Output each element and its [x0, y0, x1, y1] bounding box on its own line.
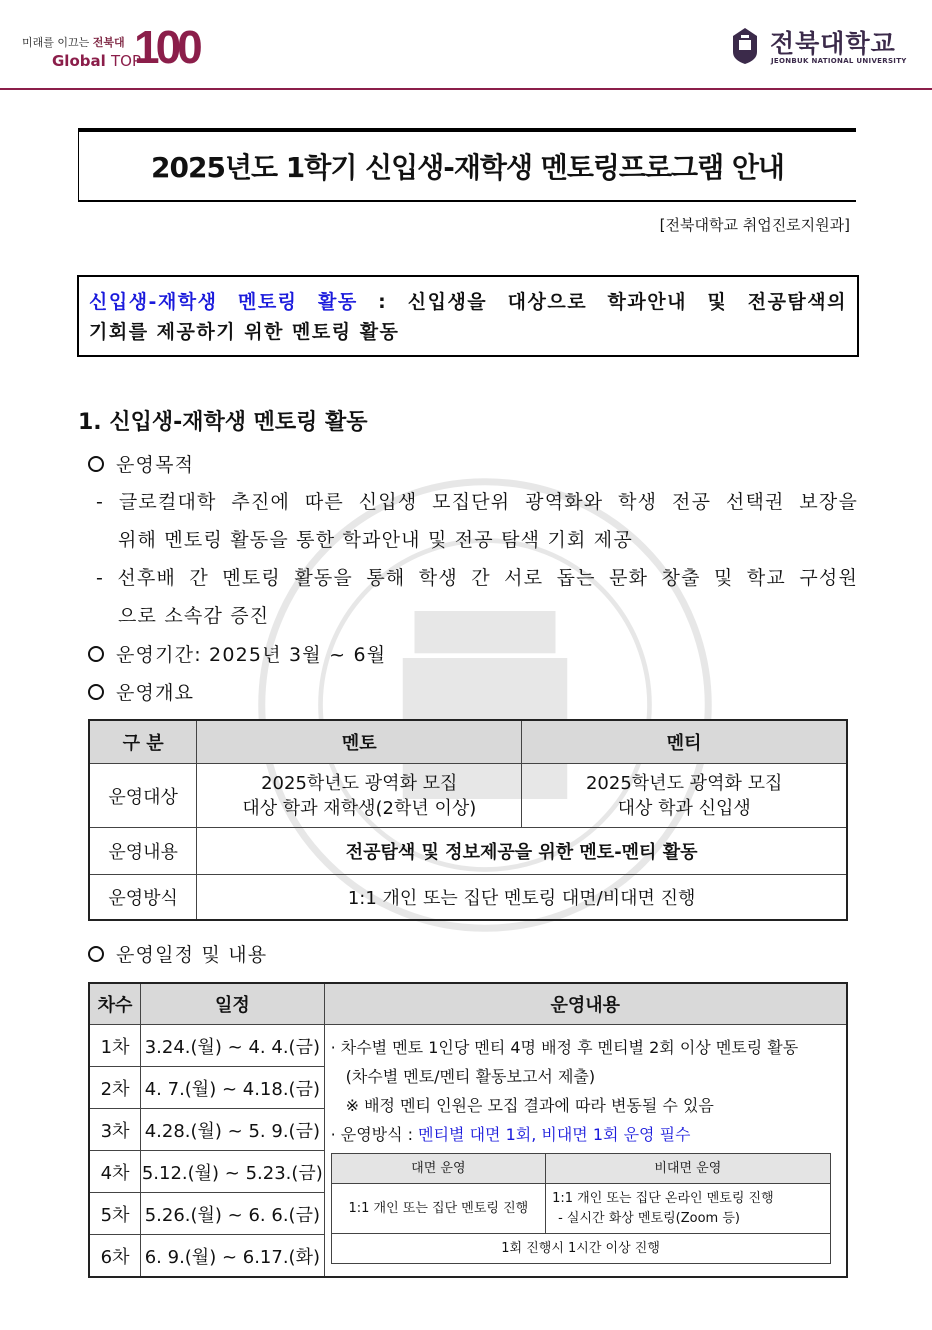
- online-detail: 1:1 개인 또는 집단 온라인 멘토링 진행 - 실시간 화상 멘토링(Zoom 등): [546, 1184, 830, 1234]
- header-divider: [0, 88, 932, 90]
- purpose-item-1-line-2: 위해 멘토링 활동을 통한 학과안내 및 전공 탐색 기회 제공: [118, 529, 633, 551]
- content-label: 운영내용: [89, 828, 197, 875]
- period-line: 운영기간: 2025년 3월 ~ 6월: [88, 640, 386, 667]
- overview-header-mentee: 멘티: [522, 720, 847, 764]
- department-label: [전북대학교 취업진로지원과]: [659, 216, 850, 234]
- circle-bullet-icon: [88, 684, 104, 700]
- purpose-item-2-line-1: - 선후배 간 멘토링 활동을 통해 학생 간 서로 돕는 문화 창출 및 학교 구성원: [96, 567, 858, 589]
- mentor-target: 2025학년도 광역화 모집 대상 학과 재학생(2학년 이상): [197, 764, 522, 828]
- schedule-header-content: 운영내용: [324, 983, 847, 1025]
- date-cell: 4. 7.(월) ~ 4.18.(금): [141, 1067, 324, 1109]
- method-value: 1:1 개인 또는 집단 멘토링 대면/비대면 진행: [197, 875, 847, 920]
- date-cell: 3.24.(월) ~ 4. 4.(금): [141, 1025, 324, 1067]
- face-header: 대면 운영: [331, 1154, 546, 1184]
- date-cell: 5.12.(월) ~ 5.23.(금): [141, 1151, 324, 1193]
- university-name: 전북대학교: [770, 29, 896, 58]
- hundred-mark: 100: [134, 21, 199, 73]
- university-logo: [730, 24, 910, 70]
- mentee-target: 2025학년도 광역화 모집 대상 학과 신입생: [522, 764, 847, 828]
- session-duration: 1회 진행시 1시간 이상 진행: [331, 1234, 830, 1264]
- content-line-4: · 운영방식 : 멘티별 대면 1회, 비대면 1회 운영 필수: [330, 1125, 691, 1144]
- method-label: 운영방식: [89, 875, 197, 920]
- slogan-text: 미래를 이끄는 전북대: [22, 36, 125, 49]
- circle-bullet-icon: [88, 456, 104, 472]
- content-line-3: ※ 배정 멘티 인원은 모집 결과에 따라 변동될 수 있음: [345, 1096, 714, 1115]
- document-title: 2025년도 1학기 신입생-재학생 멘토링프로그램 안내: [151, 151, 784, 184]
- schedule-header-round: 차수: [89, 983, 141, 1025]
- circle-bullet-icon: [88, 946, 104, 962]
- purpose-heading: 운영목적: [88, 450, 194, 477]
- document-title-box: [78, 128, 856, 202]
- round-cell: 6차: [89, 1235, 141, 1278]
- definition-desc-1: 신입생을 대상으로 학과안내 및 전공탐색의: [407, 291, 847, 313]
- overview-header-mentor: 멘토: [197, 720, 522, 764]
- definition-term: 신입생-재학생 멘토링 활동: [89, 291, 358, 313]
- section-title: 1. 신입생-재학생 멘토링 활동: [78, 410, 368, 435]
- global-top-text: Global TOP: [52, 52, 142, 70]
- round-cell: 1차: [89, 1025, 141, 1067]
- overview-heading: 운영개요: [88, 678, 194, 705]
- round-cell: 3차: [89, 1109, 141, 1151]
- round-cell: 4차: [89, 1151, 141, 1193]
- schedule-table: [88, 982, 848, 1278]
- schedule-heading: 운영일정 및 내용: [88, 940, 267, 967]
- content-value: 전공탐색 및 정보제공을 위한 멘토-멘티 활동: [197, 828, 847, 875]
- content-line-1: · 차수별 멘토 1인당 멘티 4명 배정 후 멘티별 2회 이상 멘토링 활동: [330, 1038, 799, 1057]
- date-cell: 4.28.(월) ~ 5. 9.(금): [141, 1109, 324, 1151]
- schedule-content-cell: [324, 1025, 847, 1278]
- schedule-header-date: 일정: [141, 983, 324, 1025]
- round-cell: 2차: [89, 1067, 141, 1109]
- target-label: 운영대상: [89, 764, 197, 828]
- method-detail-table: [331, 1153, 831, 1264]
- content-line-2: (차수별 멘토/멘티 활동보고서 제출): [345, 1067, 596, 1086]
- overview-header-category: 구 분: [89, 720, 197, 764]
- round-cell: 5차: [89, 1193, 141, 1235]
- face-detail: 1:1 개인 또는 집단 멘토링 진행: [331, 1184, 546, 1234]
- purpose-item-1-line-1: - 글로컬대학 추진에 따른 신입생 모집단위 광역화와 학생 전공 선택권 보장을: [96, 491, 858, 513]
- definition-box: [77, 275, 859, 357]
- date-cell: 5.26.(월) ~ 6. 6.(금): [141, 1193, 324, 1235]
- university-name-en: JEONBUK NATIONAL UNIVERSITY: [771, 57, 907, 65]
- purpose-item-2-line-2: 으로 소속감 증진: [118, 605, 270, 627]
- definition-line-2: 기회를 제공하기 위한 멘토링 활동: [89, 321, 400, 343]
- overview-table: [88, 719, 848, 921]
- university-emblem-icon: [730, 26, 760, 66]
- definition-sep: :: [357, 291, 408, 313]
- date-cell: 6. 9.(월) ~ 6.17.(화): [141, 1235, 324, 1278]
- global-top-100-logo: [22, 22, 222, 72]
- definition-line-1: [89, 287, 847, 317]
- circle-bullet-icon: [88, 646, 104, 662]
- online-header: 비대면 운영: [546, 1154, 830, 1184]
